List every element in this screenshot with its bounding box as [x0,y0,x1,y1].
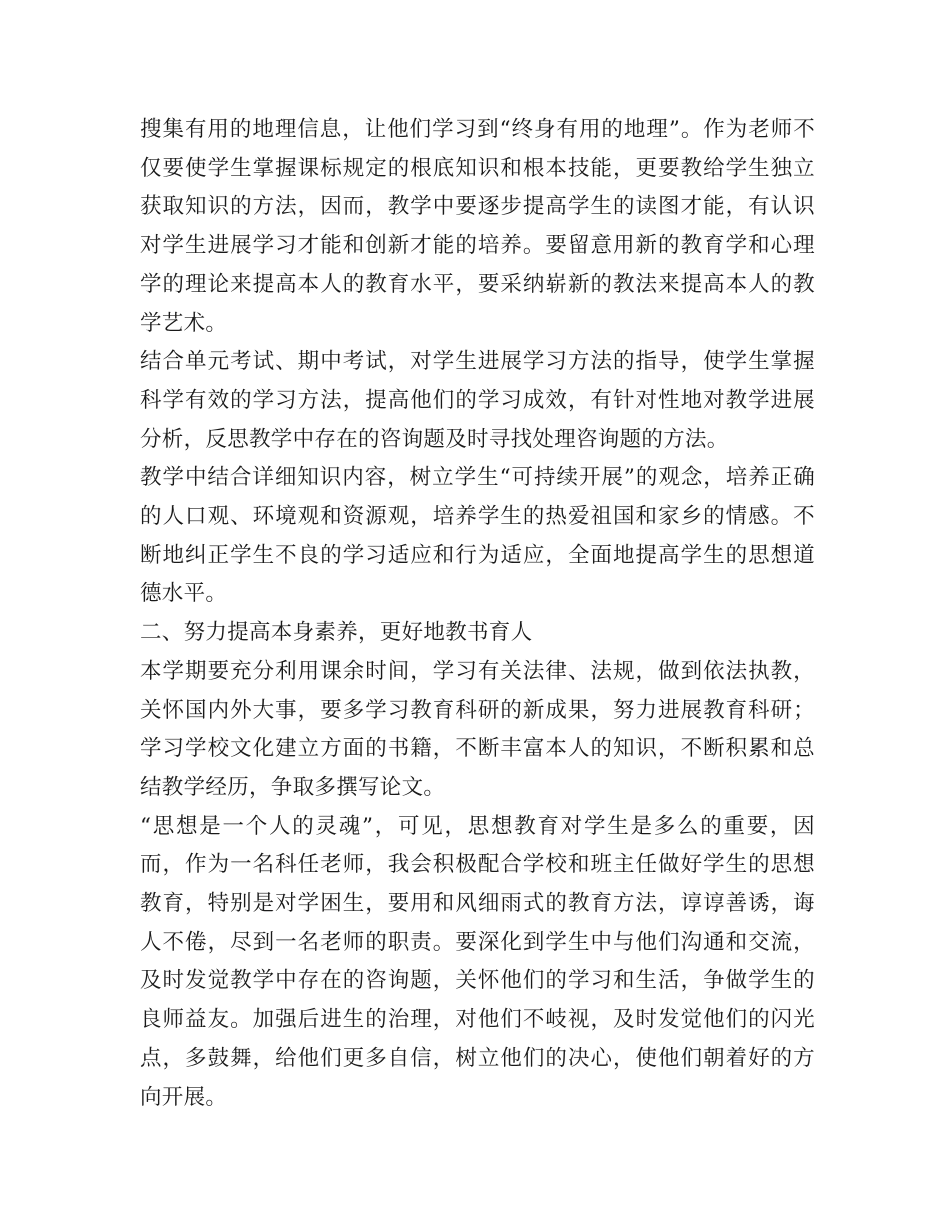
paragraph-ideological-education: “思想是一个人的灵魂”，可见，思想教育对学生是多么的重要，因而，作为一名科任老师，我会积极配合学校和班主任做好学生的思想教育，特别是对学困生，要用和风细雨式的教育方法，谆谆善诱，诲人不倦，尽到一名老师的职责。要深化到学生中与他们沟通和交流，及时发觉教学中存在的咨询题，关怀他们的学习和生活，争做学生的良师益友。加强后进生的治理，对他们不岐视，及时发觉他们的闪光点，多鼓舞，给他们更多自信，树立他们的决心，使他们朝着好的方向开展。 [140,813,815,1110]
section-heading: 二、努力提高本身素养，更好地教书育人 [140,620,533,646]
paragraph-geography-info: 搜集有用的地理信息，让他们学习到“终身有用的地理”。作为老师不仅要使学生掌握课标规定的根底知识和根本技能，更要教给学生独立获取知识的方法，因而，教学中要逐步提高学生的读图才能，有认识对学生进展学习才能和创新才能的培养。要留意用新的教育学和心理学的理论来提高本人的教育水平，要采纳崭新的教法来提高本人的教学艺术。 [140,117,815,336]
paragraph-self-study: 本学期要充分利用课余时间，学习有关法律、法规，做到依法执教，关怀国内外大事，要多学习教育科研的新成果，努力进展教育科研；学习学校文化建立方面的书籍，不断丰富本人的知识，不断积累和总结教学经历，争取多撰写论文。 [140,658,815,800]
paragraph-sustainable-development: 教学中结合详细知识内容，树立学生“可持续开展”的观念，培养正确的人口观、环境观和资源观，培养学生的热爱祖国和家乡的情感。不断地纠正学生不良的学习适应和行为适应，全面地提高学生的思想道德水平。 [140,465,815,607]
document-body [140,111,815,1117]
paragraph-exam-guidance: 结合单元考试、期中考试，对学生进展学习方法的指导，使学生掌握科学有效的学习方法，提高他们的学习成效，有针对性地对教学进展分析，反思教学中存在的咨询题及时寻找处理咨询题的方法。 [140,349,815,452]
